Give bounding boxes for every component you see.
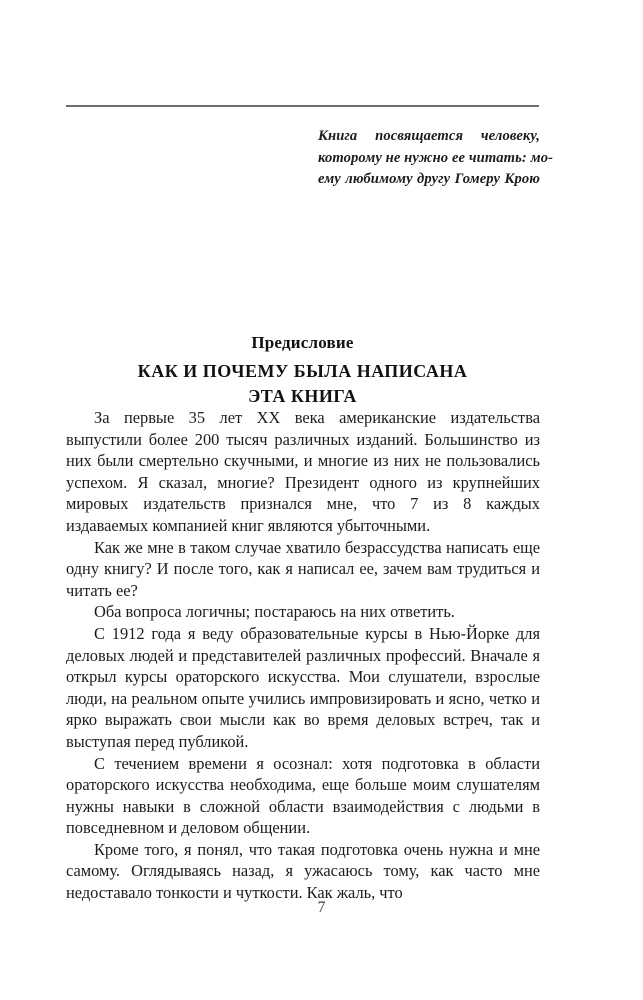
dedication-line: которому не нужно ее читать: мо- bbox=[318, 149, 554, 166]
heading-title-line-1: КАК И ПОЧЕМУ БЫЛА НАПИСАНА bbox=[137, 361, 468, 381]
heading-title bbox=[66, 359, 539, 408]
dedication-line: ему любимому другу Гомеру Крою bbox=[318, 171, 540, 187]
heading-title-line-2: ЭТА КНИГА bbox=[248, 385, 357, 406]
page-number: 7 bbox=[317, 899, 326, 916]
paragraph: Кроме того, я понял, что такая подготовка очень нужна и мне самому. Оглядываясь назад, я ужасаюсь тому, как часто мне недоставало тонкости и чуткости. Как жаль, что bbox=[66, 839, 540, 903]
dedication-line: Книга посвящается человеку, bbox=[318, 128, 540, 144]
chapter-heading bbox=[66, 331, 539, 408]
body-text bbox=[66, 407, 540, 904]
paragraph: С течением времени я осознал: хотя подготовка в области ораторского искусства необходима, еще больше моим слушателям нужны навыки в сложной области взаимодействия с людьми в повседневном и деловом общении. bbox=[66, 753, 540, 838]
heading-kicker: Предисловие bbox=[251, 333, 354, 352]
paragraph: С 1912 года я веду образовательные курсы в Нью-Йорке для деловых людей и представителей различных профессий. Вначале я открыл курсы ораторского искусства. Мои слушатели, взрослые люди, на реальном опыте учились импровизировать и ясно, четко и ярко выражать свои мысли как во время деловых встреч, так и выступая перед публикой. bbox=[66, 623, 540, 751]
header-divider-rule bbox=[66, 105, 539, 107]
dedication-block bbox=[318, 126, 554, 191]
paragraph: Оба вопроса логичны; постараюсь на них ответить. bbox=[94, 602, 455, 622]
paragraph: Как же мне в таком случае хватило безрассудства написать еще одну книгу? И после того, как я написал ее, зачем вам трудиться и читать ее? bbox=[66, 537, 540, 600]
paragraph: За первые 35 лет XX века американские издательства выпустили более 200 тысяч различных изданий. Большинство из них были смертельно скучными, и многие из них не пользовались успехом. Я сказал, многие? Президент одного из крупнейших мировых издательств признался мне, что 7 из 8 каждых издаваемых компанией книг являются убыточными. bbox=[66, 408, 540, 535]
